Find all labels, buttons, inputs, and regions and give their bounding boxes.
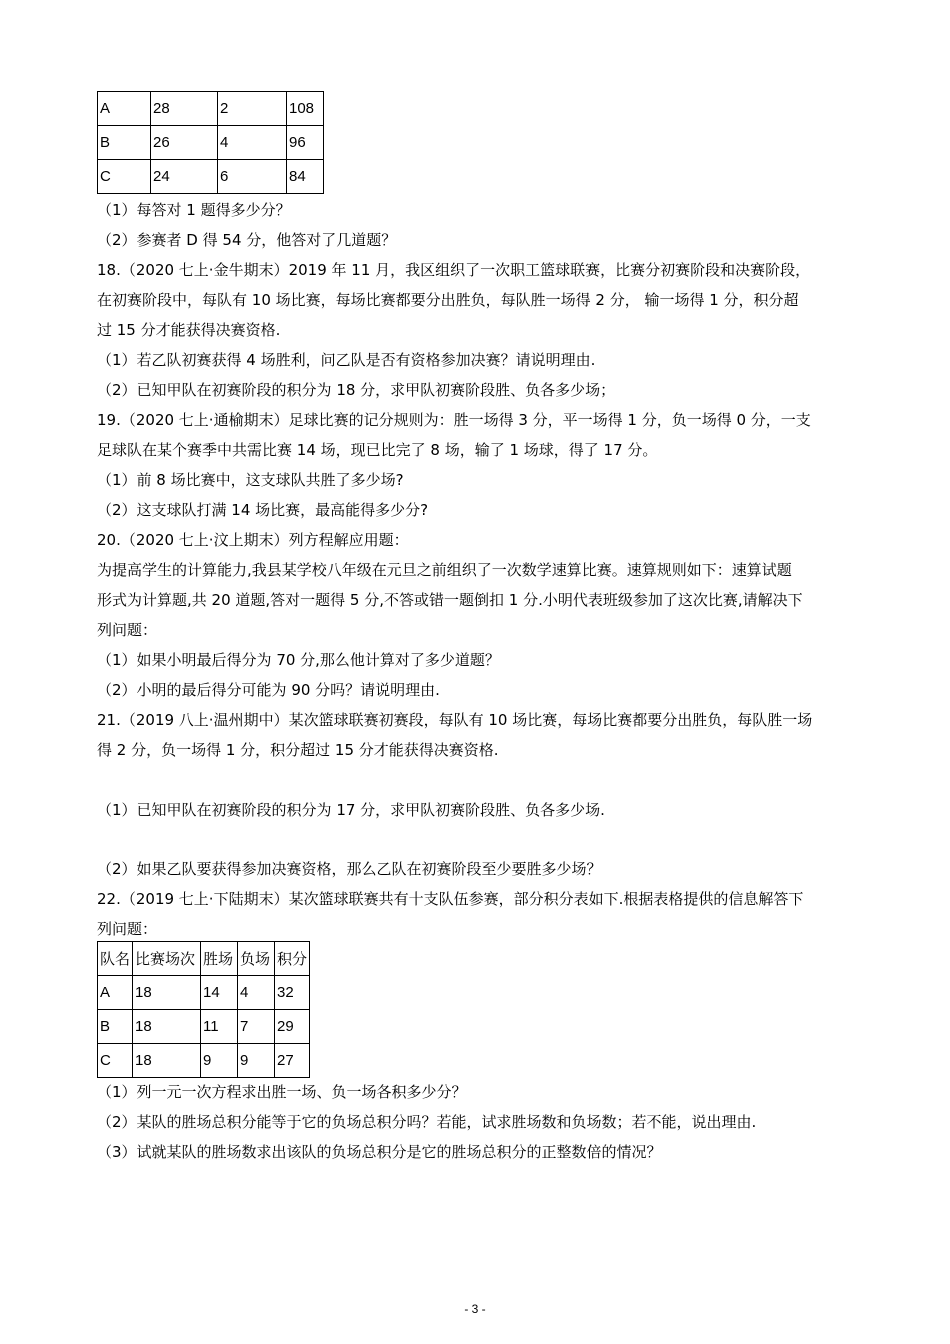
table-header-cell: 积分 — [275, 942, 310, 976]
table-cell: A — [98, 92, 151, 126]
problem-text: 足球队在某个赛季中共需比赛 14 场，现已比完了 8 场，输了 1 场球，得了 17 分。 — [97, 441, 658, 459]
question-line: （1）前 8 场比赛中，这支球队共胜了多少场? — [97, 471, 404, 489]
problem-heading: 21.（2019 八上·温州期中）某次篮球联赛初赛段，每队有 10 场比赛，每场比赛都要分出胜负，每队胜一场 — [97, 711, 813, 729]
table-cell: 108 — [287, 92, 324, 126]
problem-heading: 18.（2020 七上·金牛期末）2019 年 11 月，我区组织了一次职工篮球联赛，比赛分初赛阶段和决赛阶段， — [97, 261, 811, 279]
question-line: （1）每答对 1 题得多少分？ — [97, 201, 291, 219]
table-cell: 7 — [238, 1010, 275, 1044]
table-cell: C — [98, 1044, 133, 1078]
table-header-cell: 比赛场次 — [133, 942, 201, 976]
table-cell: C — [98, 160, 151, 194]
problem-text: 在初赛阶段中，每队有 10 场比赛，每场比赛都要分出胜负，每队胜一场得 2 分， 输一场得 1 分，积分超 — [97, 291, 799, 309]
table-cell: 18 — [133, 976, 201, 1010]
question-line: （2）小明的最后得分可能为 90 分吗？请说明理由. — [97, 681, 440, 699]
table-cell: B — [98, 126, 151, 160]
problem-text: 形式为计算题,共 20 道题,答对一题得 5 分,不答或错一题倒扣 1 分.小明代表班级参加了这次比赛,请解决下 — [97, 591, 803, 609]
table-row — [98, 976, 310, 1010]
question-line: （2）已知甲队在初赛阶段的积分为 18 分，求甲队初赛阶段胜、负各多少场； — [97, 381, 616, 399]
table-row — [98, 92, 324, 126]
table-cell: 18 — [133, 1044, 201, 1078]
table-cell: 4 — [238, 976, 275, 1010]
question-line: （2）参赛者 D 得 54 分，他答对了几道题？ — [97, 231, 397, 249]
table-cell: 29 — [275, 1010, 310, 1044]
table-row — [98, 1010, 310, 1044]
table-header-row — [98, 942, 310, 976]
table-cell: 2 — [218, 92, 287, 126]
question-line: （1）列一元一次方程求出胜一场、负一场各积多少分？ — [97, 1083, 467, 1101]
problem-text: 为提高学生的计算能力,我县某学校八年级在元旦之前组织了一次数学速算比赛。速算规则如下：速算试题 — [97, 561, 792, 579]
table-cell: 96 — [287, 126, 324, 160]
problem-heading: 19.（2020 七上·通榆期末）足球比赛的记分规则为：胜一场得 3 分，平一场得 1 分，负一场得 0 分，一支 — [97, 411, 811, 429]
table-cell: 9 — [201, 1044, 238, 1078]
table-header-cell: 胜场 — [201, 942, 238, 976]
table-header-cell: 队名 — [98, 942, 133, 976]
table-cell: A — [98, 976, 133, 1010]
score-table-top — [97, 91, 324, 194]
question-line: （1）已知甲队在初赛阶段的积分为 17 分，求甲队初赛阶段胜、负各多少场. — [97, 801, 605, 819]
table-cell: 18 — [133, 1010, 201, 1044]
problem-heading: 22.（2019 七上·下陆期末）某次篮球联赛共有十支队伍参赛，部分积分表如下.根据表格提供的信息解答下 — [97, 890, 804, 908]
problem-heading: 20.（2020 七上·汶上期末）列方程解应用题： — [97, 531, 409, 549]
table-cell: 32 — [275, 976, 310, 1010]
table-cell: 28 — [151, 92, 218, 126]
table-cell: 9 — [238, 1044, 275, 1078]
table-cell: 24 — [151, 160, 218, 194]
question-line: （1）若乙队初赛获得 4 场胜利，问乙队是否有资格参加决赛？请说明理由. — [97, 351, 596, 369]
question-line: （2）某队的胜场总积分能等于它的负场总积分吗？若能，试求胜场数和负场数；若不能，说出理由. — [97, 1113, 757, 1131]
table-cell: 6 — [218, 160, 287, 194]
table-cell: 14 — [201, 976, 238, 1010]
table-row — [98, 160, 324, 194]
table-cell: B — [98, 1010, 133, 1044]
problem-text: 得 2 分，负一场得 1 分，积分超过 15 分才能获得决赛资格. — [97, 741, 499, 759]
question-line: （2）如果乙队要获得参加决赛资格，那么乙队在初赛阶段至少要胜多少场？ — [97, 860, 602, 878]
problem-text: 列问题： — [97, 621, 158, 639]
table-cell: 4 — [218, 126, 287, 160]
table-cell: 26 — [151, 126, 218, 160]
question-line: （3）试就某队的胜场数求出该队的负场总积分是它的胜场总积分的正整数倍的情况？ — [97, 1143, 662, 1161]
question-line: （2）这支球队打满 14 场比赛，最高能得多少分? — [97, 501, 429, 519]
question-line: （1）如果小明最后得分为 70 分,那么他计算对了多少道题？ — [97, 651, 500, 669]
problem-text: 过 15 分才能获得决赛资格. — [97, 321, 281, 339]
table-row — [98, 1044, 310, 1078]
problem-text: 列问题： — [97, 920, 158, 938]
table-cell: 27 — [275, 1044, 310, 1078]
table-cell: 84 — [287, 160, 324, 194]
standings-table — [97, 941, 310, 1078]
table-cell: 11 — [201, 1010, 238, 1044]
table-row — [98, 126, 324, 160]
page-number: - 3 - — [464, 1302, 486, 1316]
table-header-cell: 负场 — [238, 942, 275, 976]
